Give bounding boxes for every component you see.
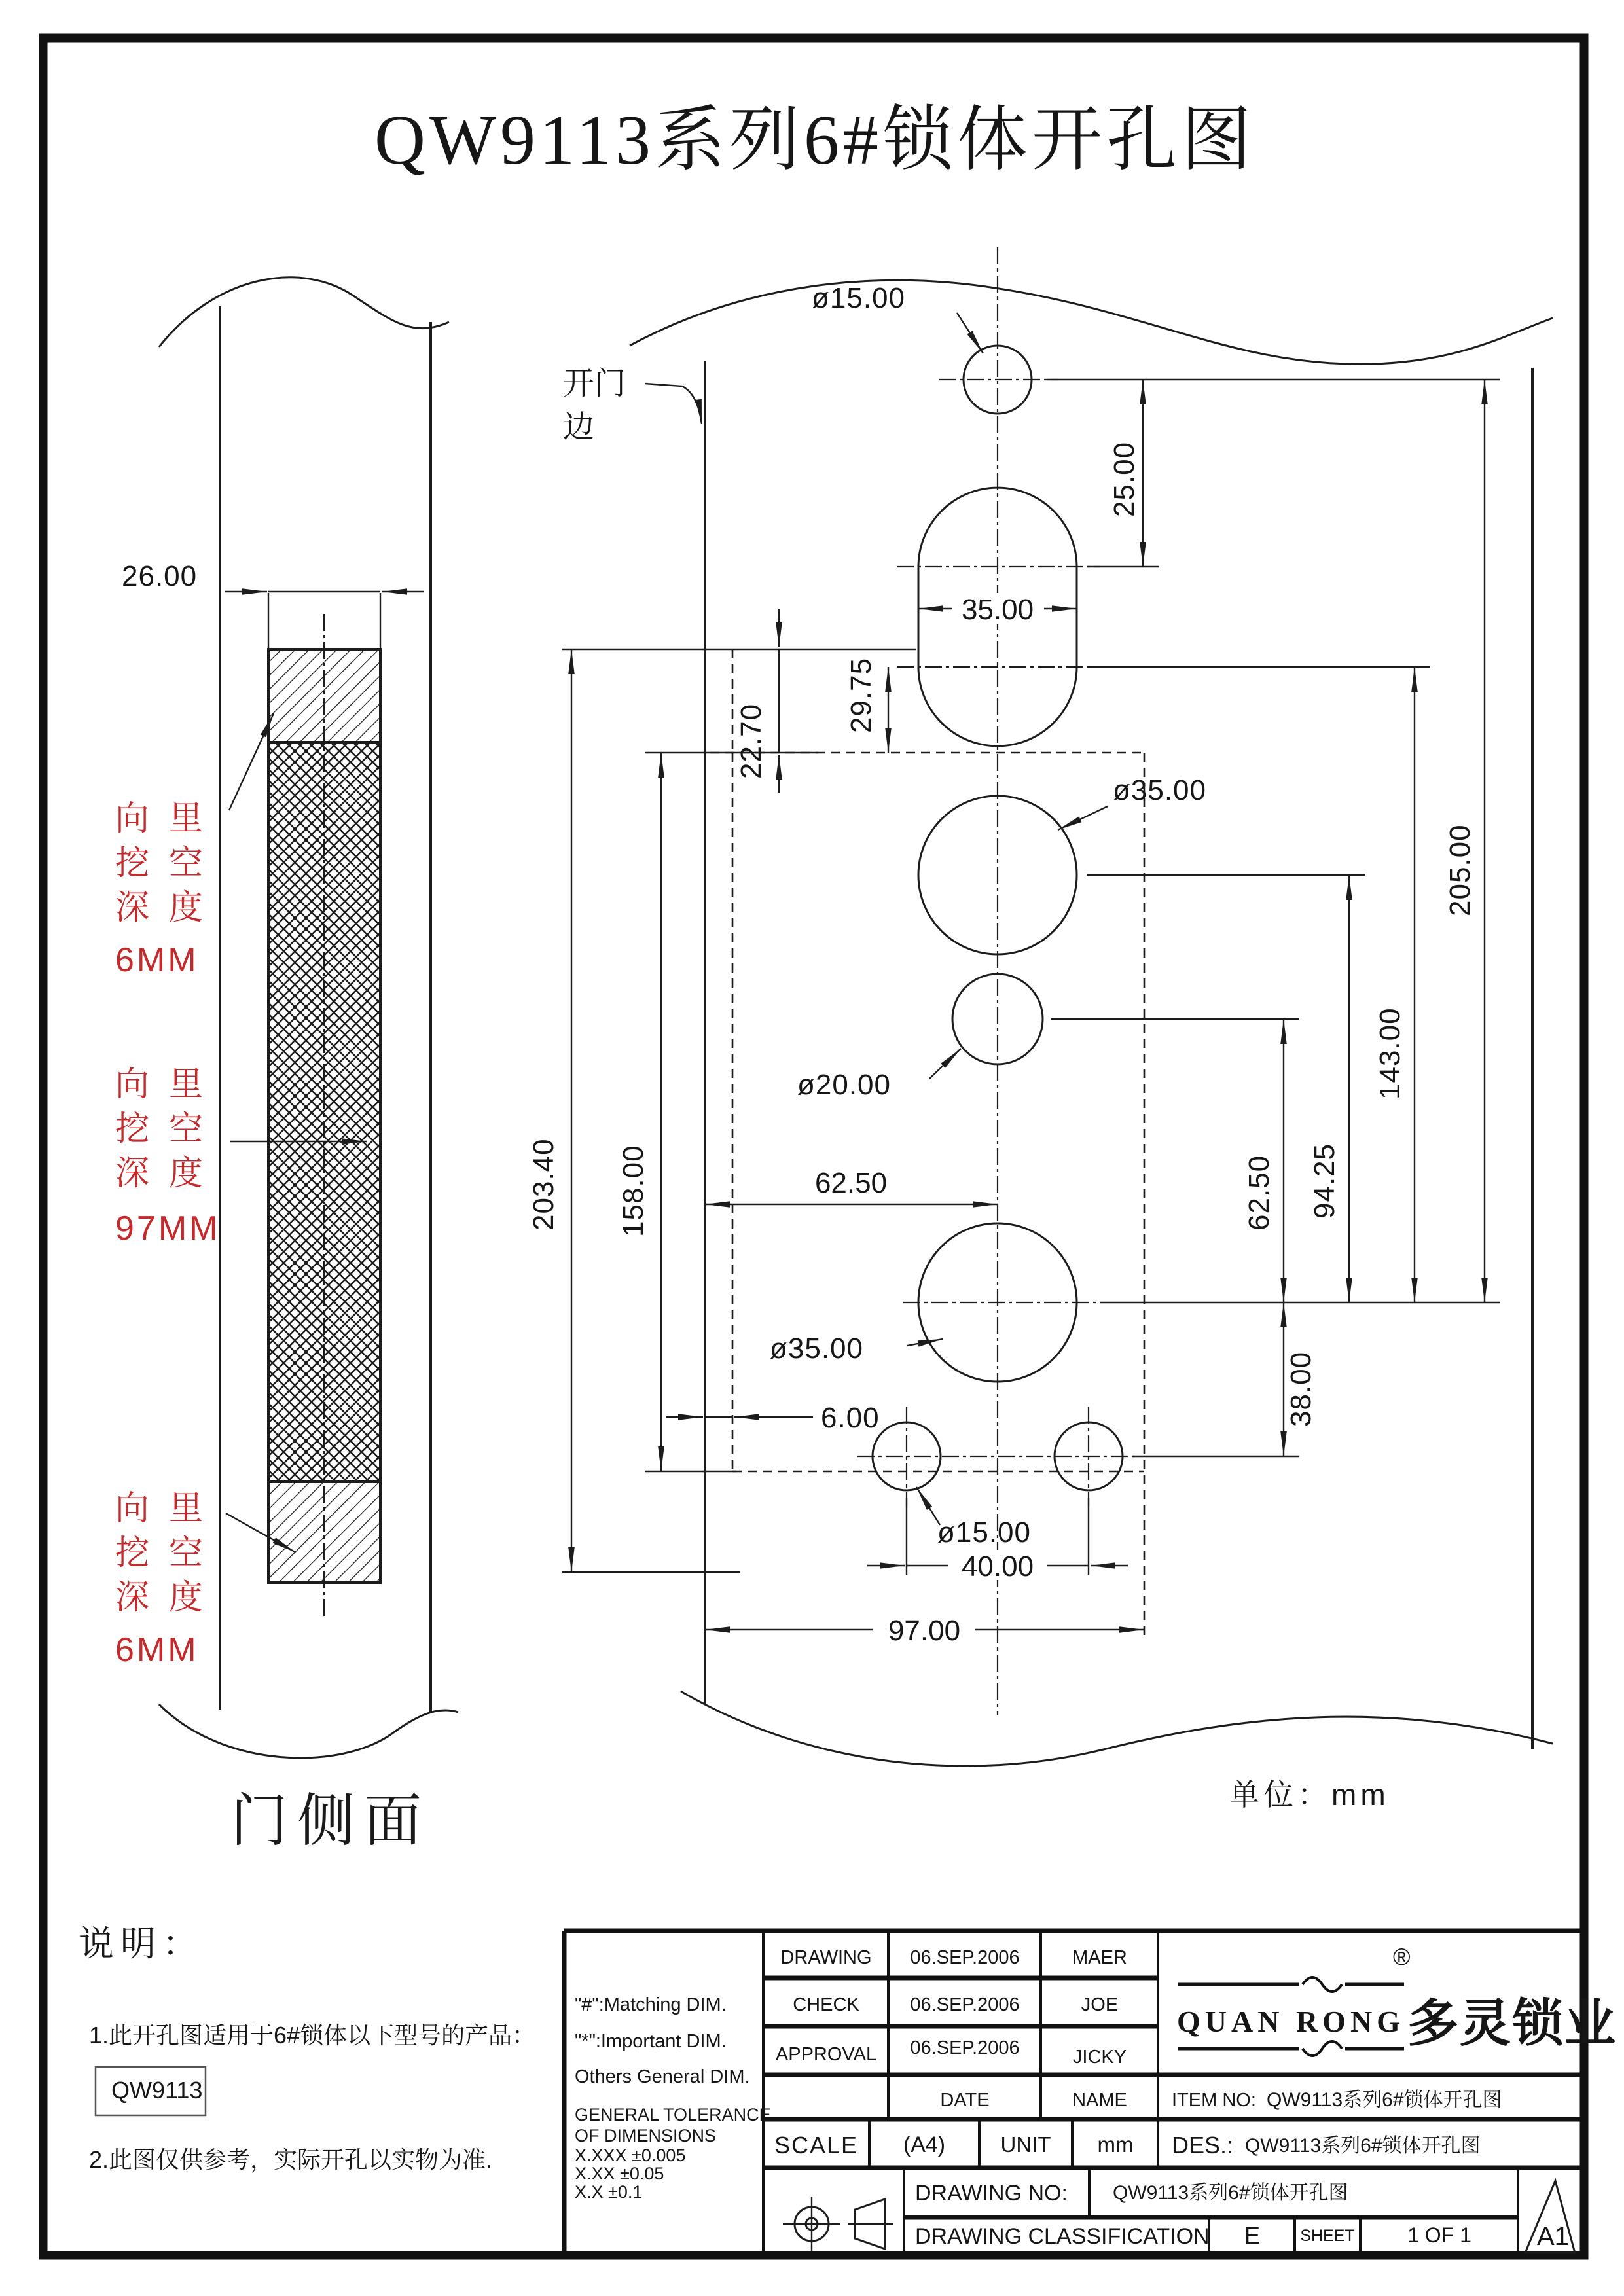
label-d20: ø20.00 (797, 1069, 891, 1101)
label-d15-top: ø15.00 (812, 282, 905, 314)
row-approval-label: APPROVAL (775, 2044, 877, 2065)
dim-600: 6.00 (821, 1402, 880, 1434)
door-edge-label-line1: 开门 (563, 367, 626, 401)
row-drawing-name: MAER (1072, 1947, 1127, 1968)
row-approval-name: JICKY (1072, 2047, 1127, 2068)
dim-2975: 29.75 (845, 657, 877, 733)
note-item-1: 1.此开孔图适用于6#锁体以下型号的产品： (89, 2022, 536, 2049)
door-edge-label-line2: 边 (563, 410, 595, 444)
unit-header: UNIT (1000, 2132, 1051, 2157)
dim-20340: 203.40 (528, 1138, 560, 1230)
dim-2270: 22.70 (735, 703, 767, 779)
pocket-note-top-line2: 挖空 (115, 844, 223, 882)
row-approval-date: 06.SEP.2006 (910, 2037, 1020, 2058)
pocket-note-bot-line2: 挖空 (115, 1534, 223, 1572)
classification-label: DRAWING CLASSIFICATION (915, 2224, 1210, 2249)
pocket-note-bot-line4: 6MM (115, 1631, 199, 1669)
dim-97: 97.00 (888, 1615, 961, 1647)
page-title: QW9113系列6#锁体开孔图 (374, 101, 1255, 179)
registered-mark: ® (1393, 1943, 1411, 1970)
break-line-bottom (159, 1704, 458, 1758)
leader-d20 (929, 1049, 961, 1079)
scale-value: (A4) (903, 2132, 946, 2157)
pocket-note-mid-line1: 向里 (115, 1066, 223, 1103)
main-view (528, 247, 1553, 1766)
pocket-note-mid-line4: 97MM (115, 1210, 221, 1247)
row-check-label: CHECK (793, 1994, 859, 2015)
pocket-note-top (115, 713, 274, 979)
dim-9425: 94.25 (1308, 1143, 1341, 1219)
item-no-label: ITEM NO: (1172, 2090, 1256, 2111)
pocket-note-top-line4: 6MM (115, 941, 199, 979)
leader-d35-bot (907, 1339, 943, 1346)
pocket-note-mid-line3: 深度 (115, 1155, 223, 1193)
projection-symbol-icon (783, 2197, 893, 2251)
pocket-note-bot-line1: 向里 (115, 1490, 223, 1528)
door-edge-leader (645, 384, 702, 424)
dim-158: 158.00 (617, 1145, 649, 1237)
tolerance-line4: X.XX ±0.05 (575, 2164, 664, 2183)
tolerance-line3: X.XXX ±0.005 (575, 2145, 686, 2165)
row-drawing-label: DRAWING (780, 1947, 872, 1968)
des-label: DES.: (1172, 2132, 1234, 2159)
sheet-label: SHEET (1300, 2227, 1355, 2245)
model-box-text: QW9113 (111, 2077, 203, 2104)
classification-value: E (1244, 2222, 1261, 2249)
dim-6250v: 62.50 (1243, 1155, 1275, 1230)
notes-heading: 说明： (79, 1924, 204, 1964)
unit-value: mm (1097, 2132, 1134, 2157)
title-block (564, 1931, 1617, 2255)
legend-matching: "#":Matching DIM. (575, 1994, 727, 2015)
leader-d15-bot (916, 1487, 940, 1525)
pocket-note-top-leader (229, 713, 274, 810)
drawing-no-label: DRAWING NO: (915, 2181, 1068, 2206)
dim-26: 26.00 (122, 560, 198, 592)
dim-38: 38.00 (1285, 1351, 1317, 1427)
plate-break-top (630, 280, 1553, 364)
dim-143: 143.00 (1374, 1007, 1406, 1100)
pocket-note-top-line1: 向里 (115, 800, 223, 838)
pocket-note-bot-line3: 深度 (115, 1579, 223, 1617)
pocket-note-mid-line2: 挖空 (115, 1110, 223, 1148)
label-d35-bot: ø35.00 (770, 1333, 863, 1365)
date-header: DATE (940, 2090, 990, 2111)
sheet-size-badge (1525, 2181, 1575, 2253)
des-value: QW9113系列6#锁体开孔图 (1245, 2135, 1481, 2157)
brand-cn: 多灵锁业 (1407, 1994, 1617, 2052)
scale-label: SCALE (774, 2132, 859, 2159)
dim-6250h: 62.50 (814, 1167, 888, 1199)
pocket-note-top-line3: 深度 (115, 889, 223, 927)
row-drawing-date: 06.SEP.2006 (910, 1947, 1020, 1968)
tolerance-line1: GENERAL TOLERANCE (575, 2105, 771, 2125)
item-no-value: QW9113系列6#锁体开孔图 (1267, 2089, 1502, 2111)
drawing-no-value: QW9113系列6#锁体开孔图 (1113, 2182, 1348, 2204)
legend-general: Others General DIM. (575, 2066, 750, 2087)
sheet-value: 1 OF 1 (1407, 2223, 1471, 2247)
logo-flourish-bottom-scroll (1303, 2041, 1342, 2056)
plate-break-bottom (681, 1691, 1553, 1766)
dim-35: 35.00 (961, 594, 1034, 626)
tolerance-line5: X.X ±0.1 (575, 2182, 643, 2202)
brand-logo (1177, 1943, 1617, 2056)
row-check-name: JOE (1081, 1994, 1119, 2015)
leader-d15-top (957, 313, 983, 353)
notes-section (79, 1924, 535, 2173)
row-check-date: 06.SEP.2006 (910, 1994, 1020, 2015)
dim-40: 40.00 (961, 1551, 1034, 1583)
legend-important: "*":Important DIM. (575, 2031, 727, 2052)
tolerance-line2: OF DIMENSIONS (575, 2126, 717, 2145)
side-view (115, 278, 458, 1853)
logo-flourish-top-scroll (1303, 1977, 1342, 1992)
logo-text: QUAN RONG (1177, 2005, 1405, 2038)
unit-note: 单位：mm (1229, 1778, 1390, 1812)
side-view-label: 门侧面 (230, 1788, 431, 1853)
note-item-2: 2.此图仅供参考，实际开孔以实物为准. (89, 2146, 493, 2173)
label-d15-bot: ø15.00 (937, 1516, 1031, 1549)
dim-25: 25.00 (1108, 441, 1140, 517)
label-d35-mid: ø35.00 (1113, 774, 1206, 806)
break-line-top (159, 278, 449, 347)
size-code: A1 (1537, 2222, 1569, 2251)
leader-d35-mid (1058, 806, 1108, 830)
dim-205: 205.00 (1444, 824, 1476, 916)
name-header: NAME (1072, 2090, 1127, 2111)
